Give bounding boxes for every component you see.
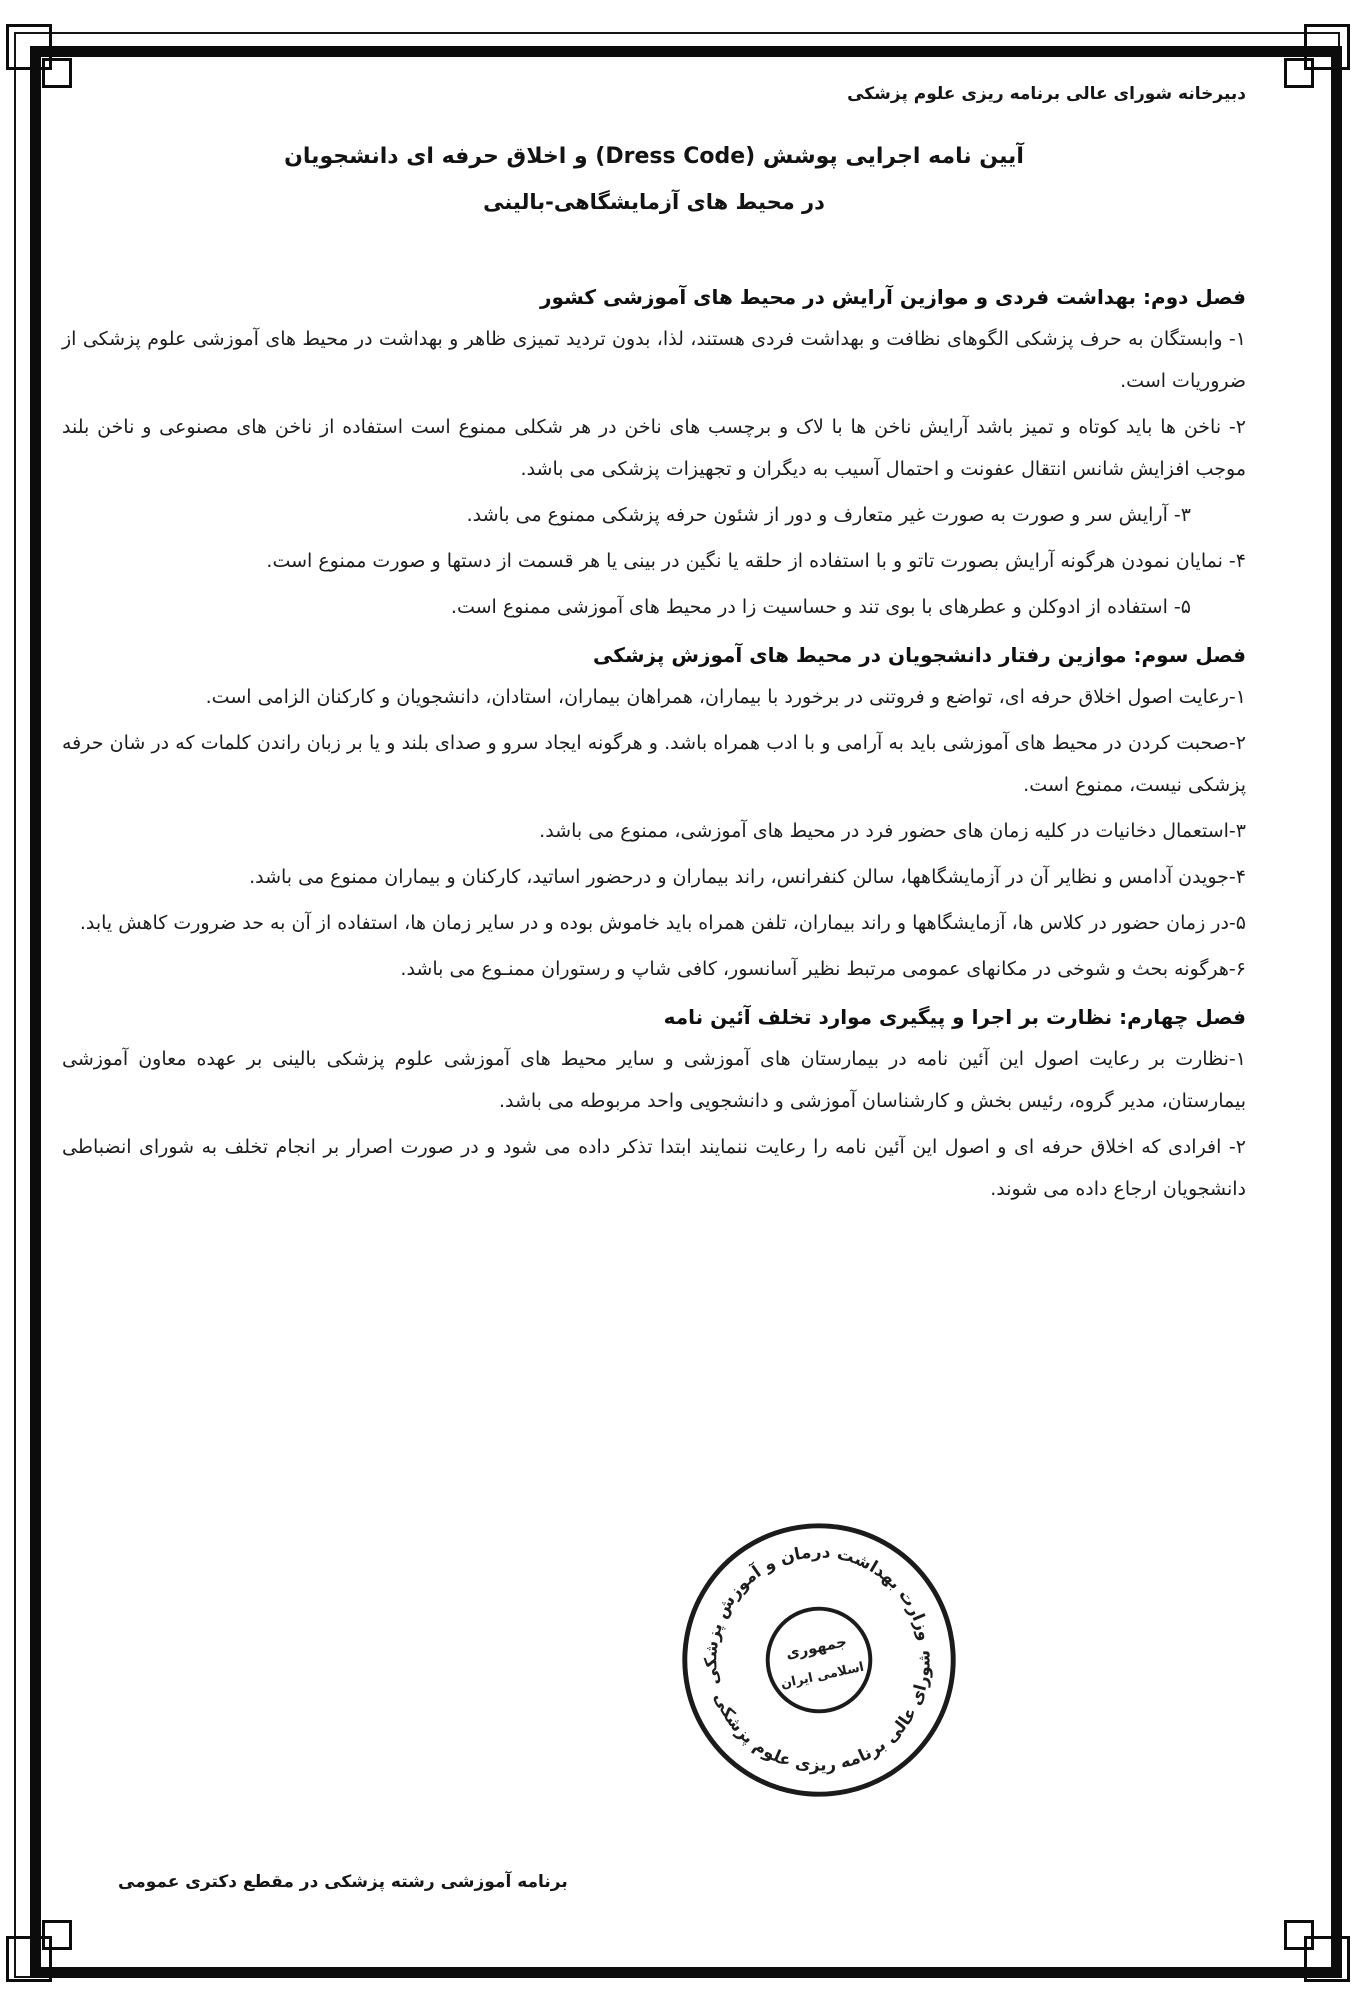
document-title (62, 134, 1246, 224)
border-corner-ornament (1304, 24, 1350, 70)
border-corner-ornament (6, 1936, 52, 1982)
paragraph: ۳-استعمال دخانیات در کلیه زمان های حضور فرد در محیط های آموزشی، ممنوع می باشد. (539, 820, 1246, 842)
seal-inner-ring (758, 1599, 880, 1721)
document-page (62, 84, 1246, 1214)
section-heading: فصل چهارم: نظارت بر اجرا و پیگیری موارد تخلف آئین نامه (663, 1005, 1246, 1029)
seal-top-arc-text: وزارت بهداشت درمان و آموزش پزشکی (700, 1541, 936, 1687)
paragraph: ۱-رعایت اصول اخلاق حرفه ای، تواضع و فروتنی در برخورد با بیماران، همراهان بیماران، استادان، دانشجویان و کارکنان الزامی است. (205, 686, 1246, 708)
paragraph: ۶-هرگونه بحث و شوخی در مکانهای عمومی مرتبط نظیر آسانسور، کافی شاپ و رستوران ممنـوع می باشد. (400, 958, 1246, 980)
paragraph: ۳- آرایش سر و صورت به صورت غیر متعارف و دور از شئون حرفه پزشکی ممنوع می باشد. (466, 504, 1191, 526)
border-corner-ornament (42, 1920, 72, 1950)
paragraph: ۵-در زمان حضور در کلاس ها، آزمایشگاهها و راند بیماران، تلفن همراه باید خاموش بوده و در سایر زمان ها، استفاده از آن به حد ضرورت کاهش یابد. (79, 912, 1246, 934)
paragraph: ۵- استفاده از ادوکلن و عطرهای با بوی تند و حساسیت زا در محیط های آموزشی ممنوع است. (450, 596, 1191, 618)
document-title-line2: در محیط های آزمایشگاهی-بالینی (483, 190, 825, 214)
official-seal-stamp (638, 1483, 1001, 1837)
paragraph: ۲-صحبت کردن در محیط های آموزشی باید به آرامی و با ادب همراه باشد. و هرگونه ایجاد سرو و صدای بلند و یا بر زبان راندن کلمات که در شان حرفه پزشکی نیست، ممنوع است. (62, 732, 1246, 796)
section-heading: فصل سوم: موازین رفتار دانشجویان در محیط های آموزش پزشکی (592, 643, 1246, 667)
document-body (62, 276, 1246, 1210)
seal-outer-ring (660, 1501, 978, 1819)
seal-center-line1: جمهوری (784, 1633, 849, 1663)
letterhead-text: دبیرخانه شورای عالی برنامه ریزی علوم پزشکی (847, 84, 1246, 104)
document-title-line1: آیین نامه اجرایی پوشش (Dress Code) و اخلاق حرفه ای دانشجویان (284, 144, 1024, 169)
section-heading: فصل دوم: بهداشت فردی و موازین آرایش در محیط های آموزشی کشور (539, 285, 1246, 309)
border-corner-ornament (1284, 58, 1314, 88)
border-corner-ornament (1284, 1920, 1314, 1950)
seal-bottom-arc-text: شورای عالی برنامه ریزی علوم پزشکی (710, 1649, 934, 1775)
border-corner-ornament (6, 24, 52, 70)
paragraph: ۲- افرادی که اخلاق حرفه ای و اصول این آئین نامه را رعایت ننمایند ابتدا تذکر داده می شود و در صورت اصرار بر انجام تخلف به شورای انضباطی دانشجویان ارجاع داده می شوند. (62, 1136, 1246, 1200)
paragraph: ۴- نمایان نمودن هرگونه آرایش بصورت تاتو و با استفاده از حلقه یا نگین در بینی یا هر قسمت از دستها و صورت ممنوع است. (266, 550, 1246, 572)
border-corner-ornament (1304, 1936, 1350, 1982)
paragraph: ۴-جویدن آدامس و نظایر آن در آزمایشگاهها، سالن کنفرانس، راند بیماران و درحضور اساتید، کارکنان و بیماران ممنوع می باشد. (249, 866, 1246, 888)
paragraph: ۱- وابستگان به حرف پزشکی الگوهای نظافت و بهداشت فردی هستند، لذا، بدون تردید تمیزی ظاهر و بهداشت در محیط های آموزشی علوم پزشکی از ضروریات است. (62, 328, 1246, 392)
paragraph: ۲- ناخن ها باید کوتاه و تمیز باشد آرایش ناخن ها با لاک و برچسب های ناخن در هر شکلی ممنوع است استفاده از ناخن های مصنوعی و ناخن بلند موجب افزایش شانس انتقال عفونت و احتمال آسیب به دیگران و تجهیزات پزشکی می باشد. (62, 416, 1246, 480)
footer-text: برنامه آموزشی رشته پزشکی در مقطع دکتری عمومی (118, 1872, 568, 1892)
paragraph: ۱-نظارت بر رعایت اصول این آئین نامه در بیمارستان های آموزشی و سایر محیط های آموزشی علوم پزشکی بالینی بر عهده معاون آموزشی بیمارستان، مدیر گروه، رئیس بخش و کارشناسان آموزشی و دانشجویی واحد مربوطه می باشد. (62, 1048, 1246, 1112)
seal-center-line2: اسلامی ایران (779, 1659, 866, 1693)
